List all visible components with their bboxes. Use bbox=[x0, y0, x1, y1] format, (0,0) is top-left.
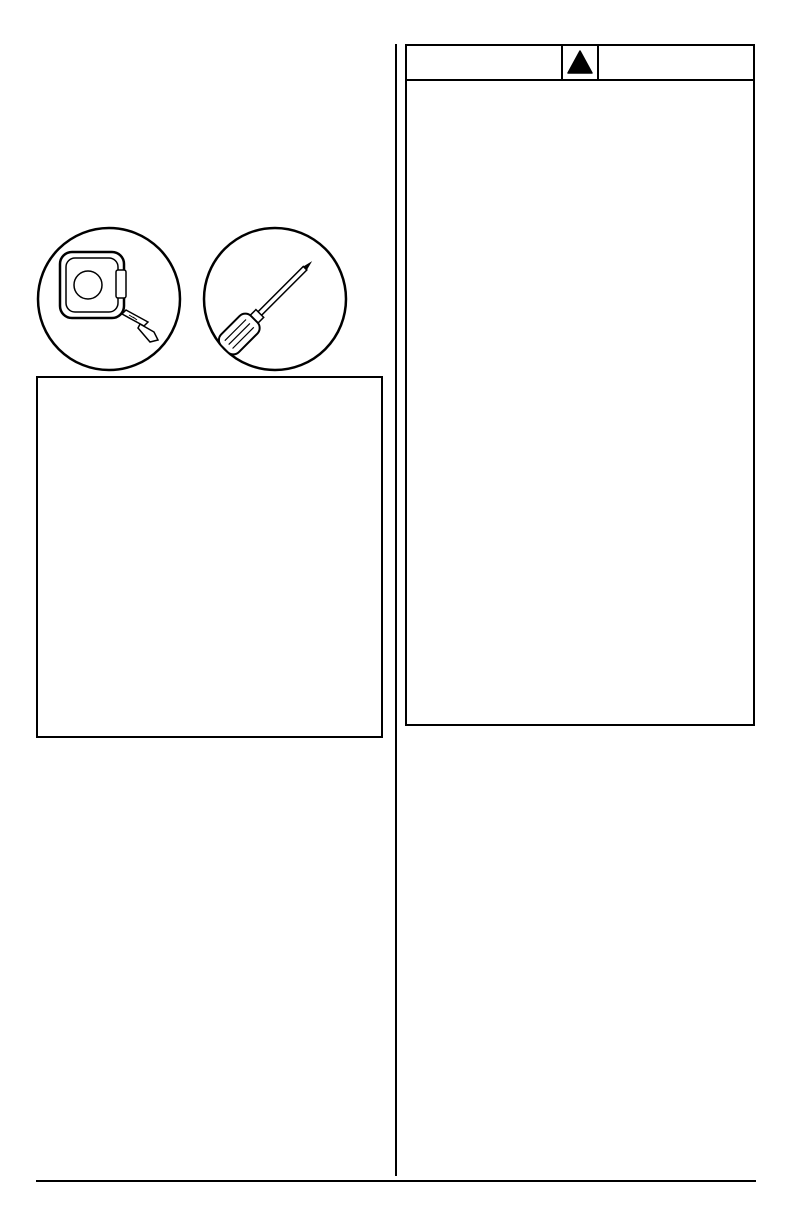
warning-triangle-icon bbox=[567, 50, 593, 74]
footer-rule bbox=[36, 1180, 756, 1182]
steps-box bbox=[36, 376, 383, 738]
phillips-screwdriver-icon bbox=[202, 226, 348, 372]
warning-panel bbox=[405, 44, 755, 726]
column-divider bbox=[395, 44, 397, 1176]
tape-measure-icon bbox=[36, 226, 182, 372]
